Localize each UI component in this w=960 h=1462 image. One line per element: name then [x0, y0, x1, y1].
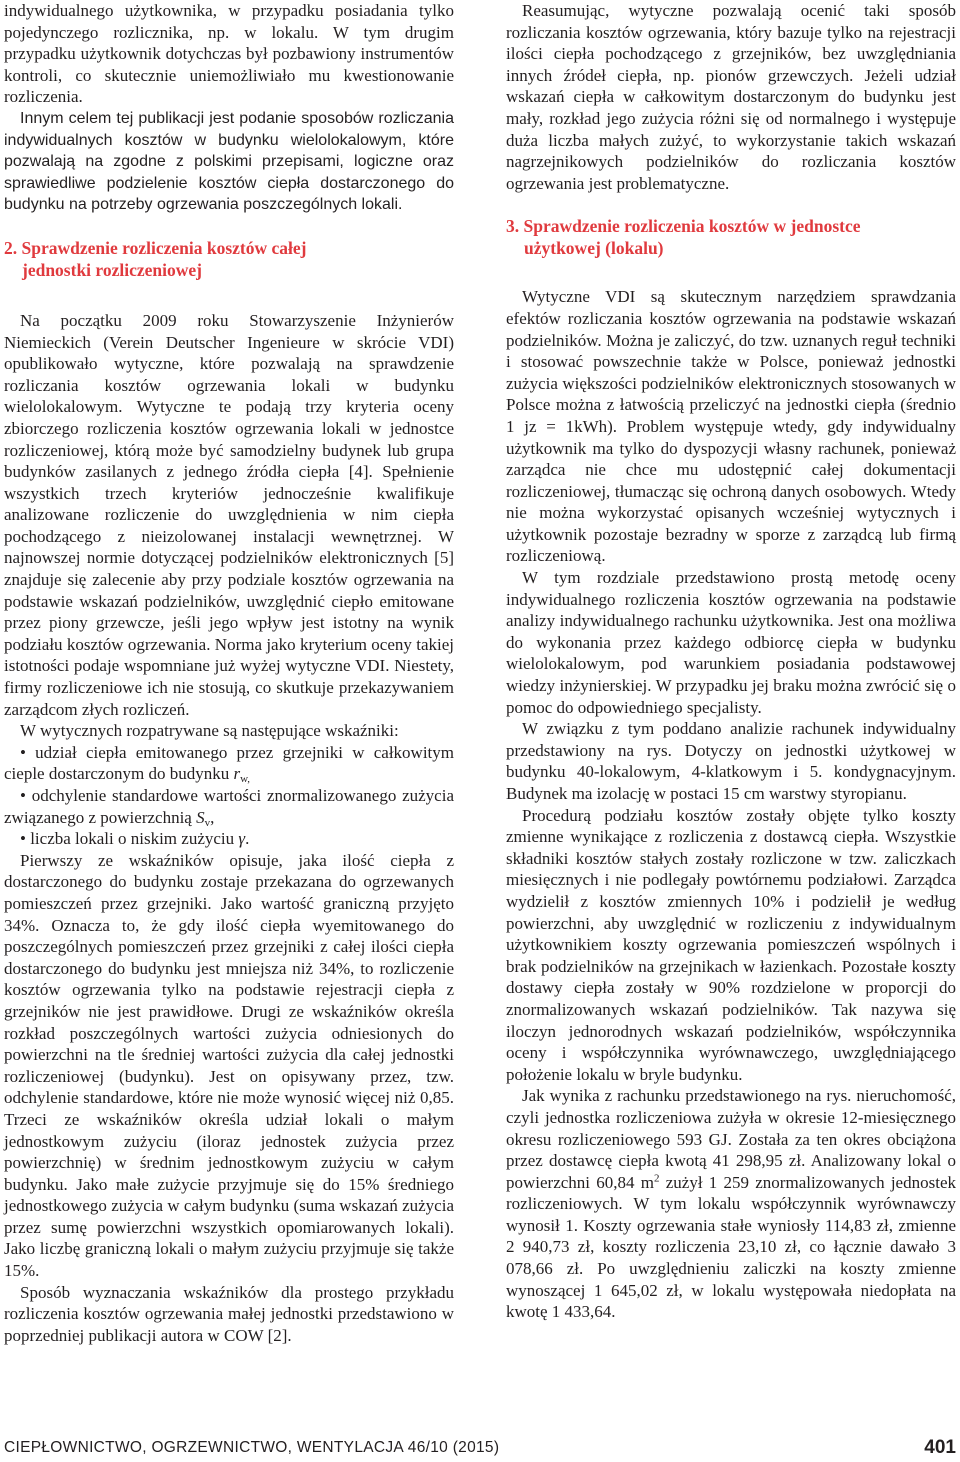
section-title-line-1: Sprawdzenie rozliczenia kosztów całej [21, 237, 307, 258]
math-variable: S [196, 807, 205, 827]
paragraph-text: zużył 1 259 znormalizowanych jednostek rozliczeniowych. W tym lokalu współczynnik wyrównawczy wynosił 1. Koszty ogrzewania stałe wyniosły 114,83 zł, zmienne 2 940,73 zł, koszty rozliczenia 23,10 zł, co łącznie dawało 3 078,66 zł. Po uwzględnieniu zaliczki na koszty zmienne wynoszącej 1 645,02 zł, w lokalu występowała niedopłata na kwotę 1 433,64. [506, 1172, 956, 1322]
paragraph: Na początku 2009 roku Stowarzyszenie Inżynierów Niemieckich (Verein Deutscher Ingenieure w skrócie VDI) opublikowało wytyczne, które pozwalają na sprawdzenie rozliczania kosztów ogrzewania lokali w budynku wielolokalowym. Wytyczne te podają trzy kryteria oceny zbiorczego rozliczenia kosztów ogrzewania lokali w jednostce rozliczeniowej, którą może być samodzielny budynek lub grupa budynków zasilanych z jednego źródła ciepła [4]. Spełnienie wszystkich trzech kryteriów jednocześnie kwalifikuje analizowane rozliczenie do uwzględnienia w nim ciepła pochodzącego z nieizolowanej instalacji wewnętrznej. W najnowszej normie dotyczącej podzielników elektronicznych [5] znajduje się zalecenie aby przy podziale kosztów ogrzewania na podstawie wskazań podzielników, uwzględnić ciepło emitowane przez piony grzewcze, jeśli jego wpływ jest istotny na wynik podziału kosztów ogrzewania. Norma jako kryterium oceny takiej istotności podaje wspomniane już wyżej wytyczne VDI. Niestety, firmy rozliczeniowe ich nie stosują, co skutkuje przekazywaniem zarządcom złych rozliczeń. [4, 310, 454, 719]
section-heading-2 [4, 237, 454, 281]
paragraph: Procedurą podziału kosztów zostały objęte tylko koszty zmienne wynikające z rozliczenia z dostawcą ciepła. Wszystkie składniki kosztów stałych zostały rozliczone w tzw. zaliczkach miesięcznych i nie podlegały powtórnemu podziałowi. Zarządca wydzielił z kosztów zmiennych 10% i podzielił je według powierzchni, aby uwzględnić w rozliczeniu z indywidualnym użytkownikiem koszty ogrzewania pomieszczeń wspólnych i brak podzielników na grzejnikach w łazienkach. Pozostałe koszty dostawy ciepła zostały w 90% rozdzielone w proporcji do znormalizowanych wskazań podzielników. Tak nazywa się iloczyn jednorodnych wskazań podzielników, współczynnika oceny i współczynnika wyrównawczego, uwzględniającego położenie lokalu w bryle budynku. [506, 805, 956, 1084]
punctuation: , [210, 807, 215, 827]
paragraph: Wytyczne VDI są skutecznym narzędziem sprawdzania efektów rozliczania kosztów ogrzewania na podstawie wskazań podzielników. Można je zaliczyć, do tzw. uznanych reguł techniki i stosować powszechnie także w Polsce, ponieważ jednostki zużycia większości podzielników elektronicznych stosowanych w Polsce można z łatwością przeliczyć na jednostki ciepła (średnio 1 jz = 1kWh). Problem występuje wtedy, gdy indywidualny użytkownik ma tylko do dyspozycji własny rachunek, ponieważ zarządca nie chce mu udostępnić całej dokumentacji rozliczeniowej, tłumacząc się ochroną danych osobowych. Wtedy nie można wykorzystać opisanych wcześniej wytycznych i użytkownik pozostaje bezradny w sporze z zarządcą lub firmą rozliczeniową. [506, 287, 956, 566]
paragraph [506, 1085, 956, 1323]
math-subscript: w, [240, 773, 251, 786]
punctuation: . [245, 829, 250, 849]
section-title-line-2: użytkowej (lokalu) [524, 238, 664, 259]
section-number: 3. [506, 216, 520, 237]
section-title-line-1: Sprawdzenie rozliczenia kosztów w jednostce [523, 216, 861, 237]
list-item [4, 742, 454, 785]
paragraph: Pierwszy ze wskaźników opisuje, jaka ilość ciepła z dostarczonego do budynku zostaje przekazana do ogrzewanych pomieszczeń przez grzejniki. Jako wartość graniczną przyjęto 34%. Oznacza to, że gdy ilość ciepła wyemitowanego do poszczególnych pomieszczeń przez grzejniki z całej ilości ciepła dostarczonego do budynku jest mniejsza niż 34%, to rozliczenie kosztów ogrzewania tylko na podstawie rejestracji ciepła z grzejników nie jest prawidłowe. Drugi ze wskaźników określa rozkład poszczególnych wartości zużycia odniesionych do powierzchni na tle średniej wartości zużycia dla całej jednostki rozliczeniowej (budynku). Jest on opisywany przez, tzw. odchylenie standardowe, które nie może wynosić więcej niż 0,85. Trzeci ze wskaźników określa udział lokali o małym jednostkowym zużyciu (iloraz jednostek zużycia przez powierzchnię) w średnim jednostkowym zużyciu w całym budynku. Jako małe zużycie przyjmuje się do 15% średniego jednostkowego zużycia w całym budynku (suma wskazań zużycia przez sumę powierzchni wszystkich opomiarowanych lokali). Jako liczbę graniczną lokali o małym zużyciu przyjmuje się także 15%. [4, 850, 454, 1281]
section-title-line-2: jednostki rozliczeniowej [22, 259, 202, 280]
section-number: 2. [4, 237, 18, 258]
paragraph: Reasumując, wytyczne pozwalają ocenić taki sposób rozliczania kosztów ogrzewania, który bazuje tylko na rejestracji ilości ciepła pochodzącego z grzejników, bez uwzględniania innych źródeł ciepła, np. pionów grzewczych. Jeżeli udział wskazań ciepła w całkowitym dostarczonym do budynku jest mały, rozkład jego zużycia różni się od normalnego i występuje duża liczba małych zużyć, to wykorzystanie takich wskazań nagrzejnikowych podzielników do rozliczania kosztów ogrzewania jest problematyczne. [506, 1, 956, 193]
list-item [4, 785, 454, 828]
list-item-text: • odchylenie standardowe wartości znormalizowanego zużycia związanego z powierzchnią [4, 786, 454, 827]
superscript: 2 [653, 1172, 660, 1185]
list-item-text: • liczba lokali o niskim zużyciu [20, 829, 239, 849]
math-subscript: v [204, 816, 211, 829]
page-footer [4, 1437, 956, 1459]
paragraph: Sposób wyznaczania wskaźników dla prostego przykładu rozliczenia kosztów ogrzewania małej jednostki przedstawiono w poprzedniej publikacji autora w COW [2]. [4, 1282, 454, 1345]
math-variable: γ [238, 829, 246, 849]
right-column [506, 0, 956, 1323]
math-variable: r [233, 764, 241, 784]
paragraph: Innym celem tej publikacji jest podanie sposobów rozliczania indywidualnych kosztów w budynku wielolokalowym, które pozwalają na zgodne z polskimi przepisami, logiczne oraz sprawiedliwe podzielenie kosztów ciepła dostarczonego do budynku na potrzeby ogrzewania poszczególnych lokali. [4, 109, 454, 214]
paragraph: W wytycznych rozpatrywane są następujące wskaźniki: [20, 721, 399, 741]
paragraph: W tym rozdziale przedstawiono prostą metodę oceny indywidualnego rozliczenia kosztów ogrzewania na podstawie analizy indywidualnego rachunku użytkownika. Jest ona możliwa do wykonania przez każdego odbiorcę ciepła w budynku wielolokalowym, pod warunkiem posiadania podstawowej wiedzy inżynierskiej. W przypadku jej braku można zwrócić się o pomoc do odpowiedniego specjalisty. [506, 568, 956, 717]
paragraph: indywidualnego użytkownika, w przypadku posiadania tylko pojedynczego rozlicznika, np. w lokalu. W tym drugim przypadku użytkownik dotychczas był pozbawiony instrumentów kontroli, co skutecznie uniemożliwiało mu kwestionowanie rozliczenia. [4, 1, 454, 107]
section-heading-3 [506, 215, 956, 259]
list-item [4, 828, 454, 850]
list-item-text: • udział ciepła emitowanego przez grzejniki w całkowitym cieple dostarczonym do budynku [4, 742, 454, 784]
paragraph: W związku z tym poddano analizie rachunek indywidualny przedstawiony na rys. Dotyczy on jednostki użytkowej w budynku 40-lokalowym, 4-klatkowym i 5. kondygnacyjnym. Budynek ma izolację w postaci 15 cm warstwy styropianu. [506, 719, 956, 803]
journal-title: CIEPŁOWNICTWO, OGRZEWNICTWO, WENTYLACJA 46/10 (2015) [4, 1439, 500, 1456]
page-number: 401 [924, 1437, 956, 1458]
left-column [4, 0, 454, 1346]
paragraph-text: Jak wynika z rachunku przedstawionego na rys. nieruchomość, czyli jednostka rozliczeniowa zużyła w okresie 12-miesięcznego okresu rozliczeniowego 593 GJ. Została za ten okres obciążona przez dostawcę ciepła kwotą 41 298,95 zł. Analizowany lokal o powierzchni 60,84 m [506, 1086, 956, 1192]
